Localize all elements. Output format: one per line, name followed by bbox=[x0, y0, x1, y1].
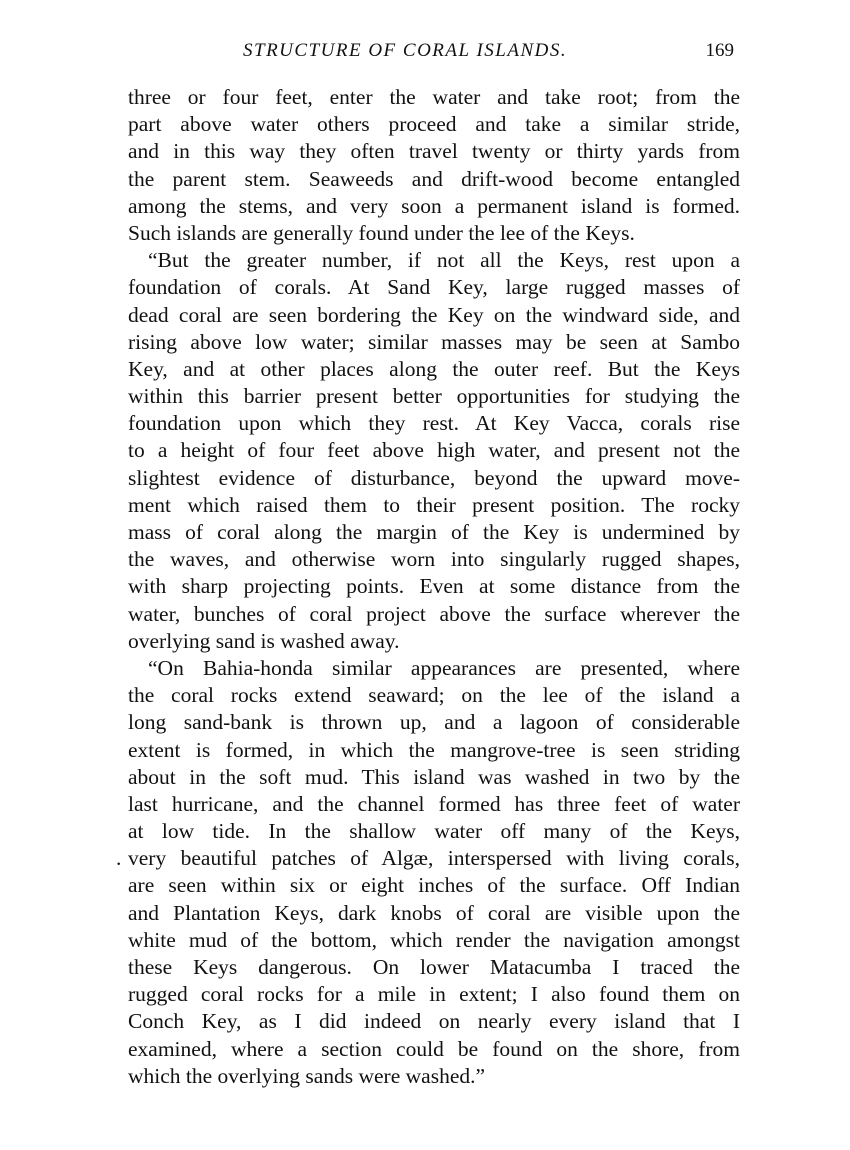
text-line: about in the soft mud. This island was washed in two by the bbox=[128, 764, 740, 789]
paragraph-start-line: “But the greater number, if not all the Keys, rest upon a bbox=[148, 248, 740, 273]
text-line: which the overlying sands were washed.” bbox=[128, 1063, 486, 1088]
text-line: water, bunches of coral project above the surface wherever the bbox=[128, 601, 740, 626]
stray-mark: . bbox=[116, 846, 122, 871]
text-line: with sharp projecting points. Even at some distance from the bbox=[128, 574, 740, 599]
text-line: the coral rocks extend seaward; on the lee of the island a bbox=[128, 683, 740, 708]
text-line: white mud of the bottom, which render the navigation amongst bbox=[128, 927, 740, 952]
text-line: among the stems, and very soon a permanent island is formed. bbox=[128, 193, 740, 218]
text-line: the waves, and otherwise worn into singularly rugged shapes, bbox=[128, 547, 740, 572]
text-line: foundation upon which they rest. At Key Vacca, corals rise bbox=[128, 411, 740, 436]
body-text bbox=[116, 84, 740, 1090]
text-line: extent is formed, in which the mangrove-tree is seen striding bbox=[128, 737, 740, 762]
text-line: three or four feet, enter the water and take root; from the bbox=[128, 85, 740, 109]
text-line: within this barrier present better opportunities for studying the bbox=[128, 384, 740, 409]
text-line: slightest evidence of disturbance, beyond the upward move- bbox=[128, 465, 740, 490]
running-title: STRUCTURE OF CORAL ISLANDS. bbox=[243, 40, 568, 61]
text-line: to a height of four feet above high water, and present not the bbox=[128, 438, 740, 463]
text-line: rising above low water; similar masses may be seen at Sambo bbox=[128, 329, 740, 354]
text-line: mass of coral along the margin of the Key is undermined by bbox=[128, 520, 740, 544]
text-line: Key, and at other places along the outer reef. But the Keys bbox=[128, 356, 740, 381]
text-line: and in this way they often travel twenty or thirty yards from bbox=[128, 139, 740, 164]
text-line: Conch Key, as I did indeed on nearly every island that I bbox=[128, 1009, 740, 1034]
text-line-content: very beautiful patches of Algæ, interspersed with living corals, bbox=[128, 846, 740, 871]
text-line bbox=[116, 845, 740, 872]
text-line: these Keys dangerous. On lower Matacumba I traced the bbox=[128, 955, 740, 979]
page-number: 169 bbox=[705, 40, 734, 61]
text-line: foundation of corals. At Sand Key, large rugged masses of bbox=[128, 275, 740, 300]
text-line: last hurricane, and the channel formed has three feet of water bbox=[128, 791, 740, 816]
text-line: and Plantation Keys, dark knobs of coral are visible upon the bbox=[128, 900, 740, 925]
text-line: dead coral are seen bordering the Key on the windward side, and bbox=[128, 302, 740, 327]
running-head bbox=[128, 40, 740, 70]
text-line: the parent stem. Seaweeds and drift-wood become entangled bbox=[128, 166, 740, 191]
text-line: part above water others proceed and take a similar stride, bbox=[128, 112, 740, 137]
text-line: overlying sand is washed away. bbox=[128, 628, 400, 653]
text-line: examined, where a section could be found on the shore, from bbox=[128, 1036, 740, 1061]
text-line: long sand-bank is thrown up, and a lagoon of considerable bbox=[128, 710, 740, 735]
text-line: Such islands are generally found under the lee of the Keys. bbox=[128, 220, 635, 245]
text-line: ment which raised them to their present position. The rocky bbox=[128, 492, 740, 517]
text-line: rugged coral rocks for a mile in extent; I also found them on bbox=[128, 982, 740, 1007]
paragraph-start-line: “On Bahia-honda similar appearances are presented, where bbox=[148, 655, 740, 680]
text-line: are seen within six or eight inches of the surface. Off Indian bbox=[128, 873, 740, 898]
text-line: at low tide. In the shallow water off many of the Keys, bbox=[128, 819, 740, 844]
